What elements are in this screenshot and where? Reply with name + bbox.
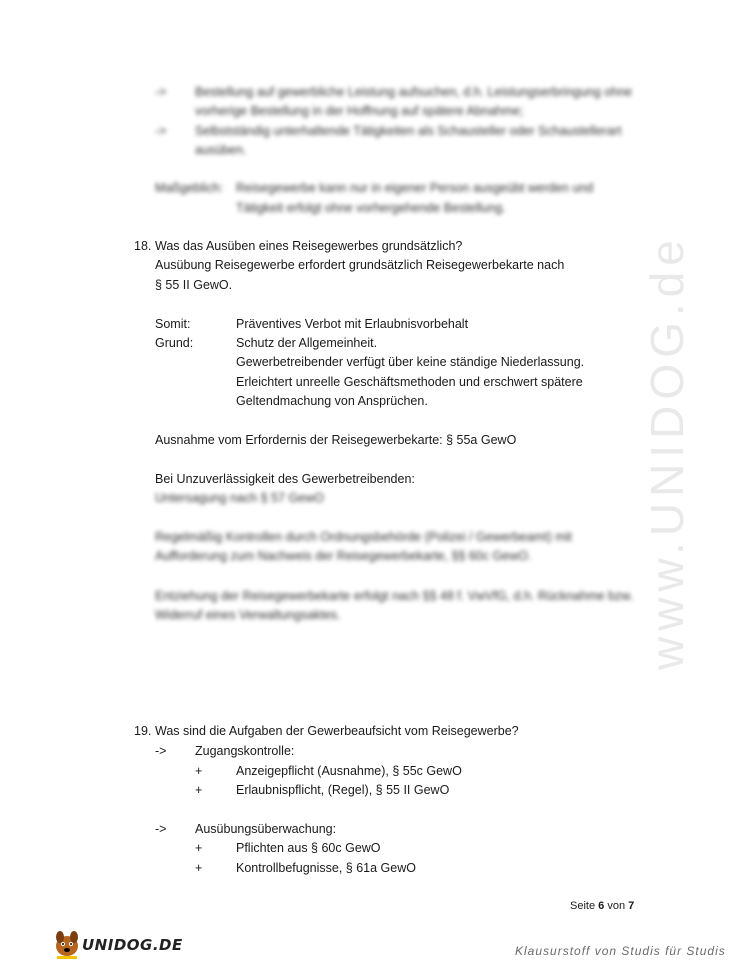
arrow-zugang: ->	[155, 744, 167, 758]
erlaubnispflicht-text: Erlaubnispflicht, (Regel), § 55 II GewO	[236, 783, 450, 797]
kontrollbefugnisse-text: Kontrollbefugnisse, § 61a GewO	[236, 861, 416, 875]
blur-untersagung: Untersagung nach § 57 GewO	[155, 491, 324, 505]
plus-4: +	[195, 861, 203, 875]
page-number	[570, 900, 634, 912]
somit-text: Präventives Verbot mit Erlaubnisvorbehalt	[236, 317, 469, 331]
blur-line-3b: Tätigkeit erfolgt ohne vorhergehende Bestellung.	[236, 201, 506, 215]
dog-icon	[52, 928, 82, 960]
grund-line-2: Gewerbetreibender verfügt über keine ständige Niederlassung.	[236, 355, 585, 369]
q19-question: Was sind die Aufgaben der Gewerbeaufsicht vom Reisegewerbe?	[155, 724, 519, 738]
blur-entziehung-2: Widerruf eines Verwaltungsaktes.	[155, 608, 341, 622]
blur-kontrollen-1: Regelmäßig Kontrollen durch Ordnungsbehörde (Polizei / Gewerbeamt) mit	[155, 530, 572, 544]
plus-3: +	[195, 841, 203, 855]
logo-text: UNIDOG.DE	[82, 936, 183, 954]
unidog-logo	[52, 928, 183, 960]
anzeigepflicht-text: Anzeigepflicht (Ausnahme), § 55c GewO	[236, 764, 462, 778]
blur-arrow-1: ->	[155, 85, 167, 99]
current-page: 6	[598, 900, 605, 912]
unzuverlaessigkeit-text: Bei Unzuverlässigkeit des Gewerbetreibenden:	[155, 472, 415, 486]
q19-number: 19.	[134, 724, 152, 738]
von-label: von	[607, 900, 626, 912]
blur-line-1b: vorherige Bestellung in der Hoffnung auf spätere Abnahme;	[195, 104, 524, 118]
blur-kontrollen-2: Aufforderung zum Nachweis der Reisegewerbekarte, §§ 60c GewO.	[155, 549, 532, 563]
footer-tagline: Klausurstoff von Studis für Studis	[515, 944, 726, 958]
blur-line-3a: Reisegewerbe kann nur in eigener Person ausgeübt werden und	[236, 181, 594, 195]
blur-line-2a: Selbstständig unterhaltende Tätigkeiten als Schausteller oder Schaustellerart	[195, 124, 622, 138]
zugangskontrolle-label: Zugangskontrolle:	[195, 744, 295, 758]
grund-line-3: Erleichtert unreelle Geschäftsmethoden und erschwert spätere	[236, 375, 583, 389]
plus-2: +	[195, 783, 203, 797]
total-pages: 7	[628, 900, 635, 912]
watermark: www.UNIDOG.de	[641, 234, 693, 670]
blur-entziehung-1: Entziehung der Reisegewerbekarte erfolgt nach §§ 48 f. VwVfG, d.h. Rücknahme bzw.	[155, 589, 634, 603]
grund-line-4: Geltendmachung von Ansprüchen.	[236, 394, 428, 408]
blur-line-1a: Bestellung auf gewerbliche Leistung aufsuchen, d.h. Leistungserbringung ohne	[195, 85, 633, 99]
arrow-ausuebung: ->	[155, 822, 167, 836]
q18-question: Was das Ausüben eines Reisegewerbes grundsätzlich?	[155, 239, 463, 253]
somit-label: Somit:	[155, 317, 191, 331]
q18-answer-1: Ausübung Reisegewerbe erfordert grundsätzlich Reisegewerbekarte nach	[155, 258, 565, 272]
ausuebungsueberwachung-label: Ausübungsüberwachung:	[195, 822, 337, 836]
pflichten-text: Pflichten aus § 60c GewO	[236, 841, 381, 855]
blur-arrow-2: ->	[155, 124, 167, 138]
ausnahme-text: Ausnahme vom Erfordernis der Reisegewerbekarte: § 55a GewO	[155, 433, 517, 447]
grund-label: Grund:	[155, 336, 194, 350]
blur-line-2b: ausüben.	[195, 143, 247, 157]
grund-line-1: Schutz der Allgemeinheit.	[236, 336, 378, 350]
blur-label: Maßgeblich:	[155, 181, 224, 195]
q18-number: 18.	[134, 239, 152, 253]
plus-1: +	[195, 764, 203, 778]
seite-label: Seite	[570, 900, 596, 912]
q18-answer-2: § 55 II GewO.	[155, 278, 233, 292]
